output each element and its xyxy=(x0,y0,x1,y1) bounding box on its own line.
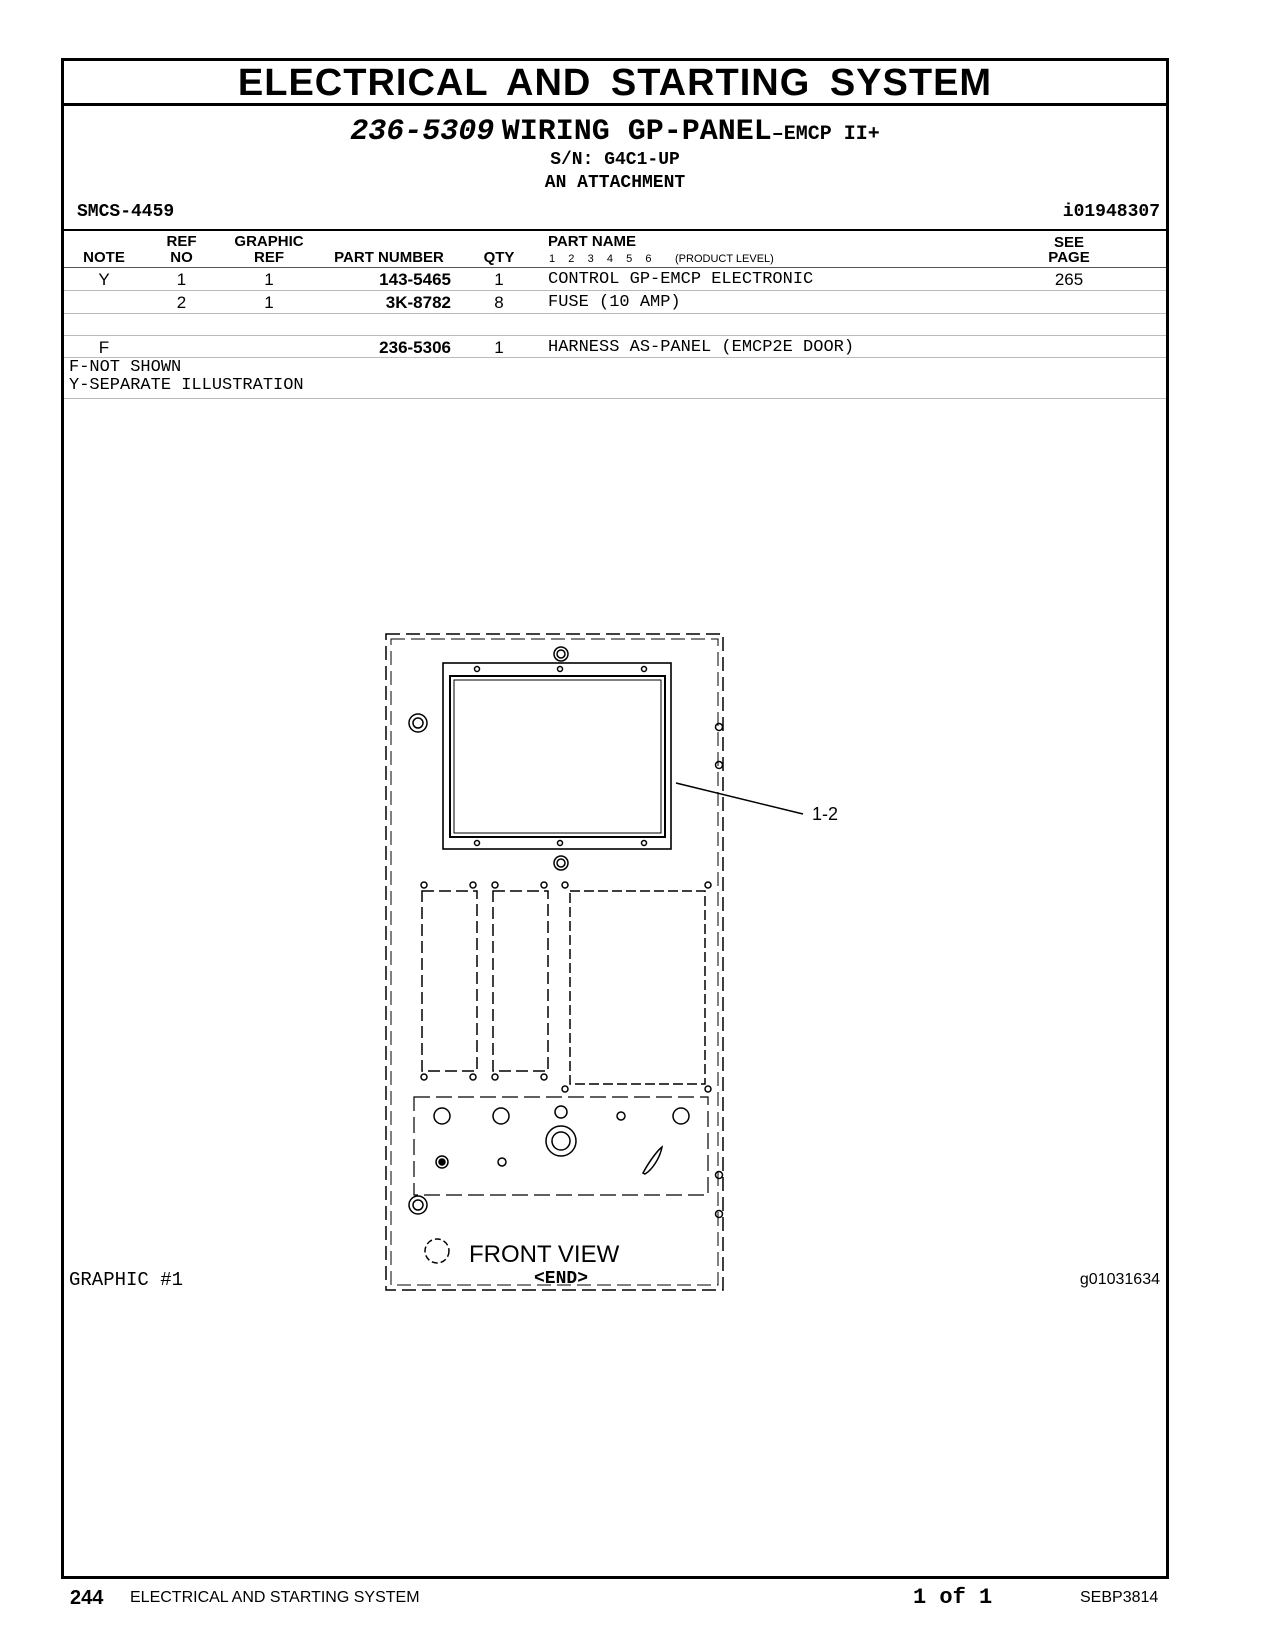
end-marker: <END> xyxy=(534,1269,589,1289)
col-ref-no-bottom: NO xyxy=(170,249,193,266)
row-ref-no: 1 xyxy=(176,270,187,289)
section-title: ELECTRICAL AND STARTING SYSTEM xyxy=(64,61,1166,106)
smcs-code: SMCS-4459 xyxy=(77,202,175,222)
footer-page-of: 1 of 1 xyxy=(913,1585,993,1610)
graphic-label: GRAPHIC #1 xyxy=(69,1269,184,1291)
col-part-name: PART NAME xyxy=(548,233,637,250)
col-part-number: PART NUMBER xyxy=(334,249,444,266)
part-subtitle: –EMCP II+ xyxy=(771,123,880,146)
row-part-name: CONTROL GP-EMCP ELECTRONIC xyxy=(548,270,814,289)
part-title: WIRING GP-PANEL xyxy=(501,115,772,149)
col-ref-no-top: REF xyxy=(166,233,197,250)
col-graphic-ref-top: GRAPHIC xyxy=(234,233,304,250)
col-note: NOTE xyxy=(83,249,125,266)
serial-number: S/N: G4C1-UP xyxy=(550,150,680,170)
row-ref-no: 2 xyxy=(176,293,187,312)
row-part-number: 143-5465 xyxy=(379,270,451,289)
row-note: Y xyxy=(98,270,110,289)
row-qty: 1 xyxy=(494,338,504,357)
footer-section: ELECTRICAL AND STARTING SYSTEM xyxy=(130,1589,420,1606)
footer-doc-code: SEBP3814 xyxy=(1080,1589,1159,1606)
col-qty: QTY xyxy=(483,249,515,266)
col-see-page-bottom: PAGE xyxy=(1048,249,1090,266)
row-part-number: 3K-8782 xyxy=(385,293,451,312)
row-qty: 8 xyxy=(494,293,504,312)
attachment-label: AN ATTACHMENT xyxy=(544,173,686,193)
col-graphic-ref-bottom: REF xyxy=(254,249,284,266)
row-graphic-ref: 1 xyxy=(264,270,274,289)
row-part-name: HARNESS AS-PANEL (EMCP2E DOOR) xyxy=(548,338,855,357)
col-product-levels: 1 2 3 4 5 6 xyxy=(549,253,653,265)
row-part-name: FUSE (10 AMP) xyxy=(548,293,681,312)
graphic-id: g01031634 xyxy=(1079,1271,1160,1288)
row-part-number: 236-5306 xyxy=(379,338,451,357)
document-id: i01948307 xyxy=(1062,202,1160,222)
col-product-level-label: (PRODUCT LEVEL) xyxy=(675,253,774,265)
row-qty: 1 xyxy=(494,270,504,289)
col-see-page-top: SEE xyxy=(1053,234,1084,251)
part-number-title: 236-5309 xyxy=(350,115,495,149)
callout-label: 1-2 xyxy=(812,804,839,824)
note-y: Y-SEPARATE ILLUSTRATION xyxy=(69,376,304,395)
front-view-label: FRONT VIEW xyxy=(469,1241,620,1268)
row-note: F xyxy=(98,338,110,357)
row-see-page: 265 xyxy=(1054,270,1084,289)
row-graphic-ref: 1 xyxy=(264,293,274,312)
footer-page-number: 244 xyxy=(70,1587,104,1609)
note-f: F-NOT SHOWN xyxy=(69,358,182,377)
